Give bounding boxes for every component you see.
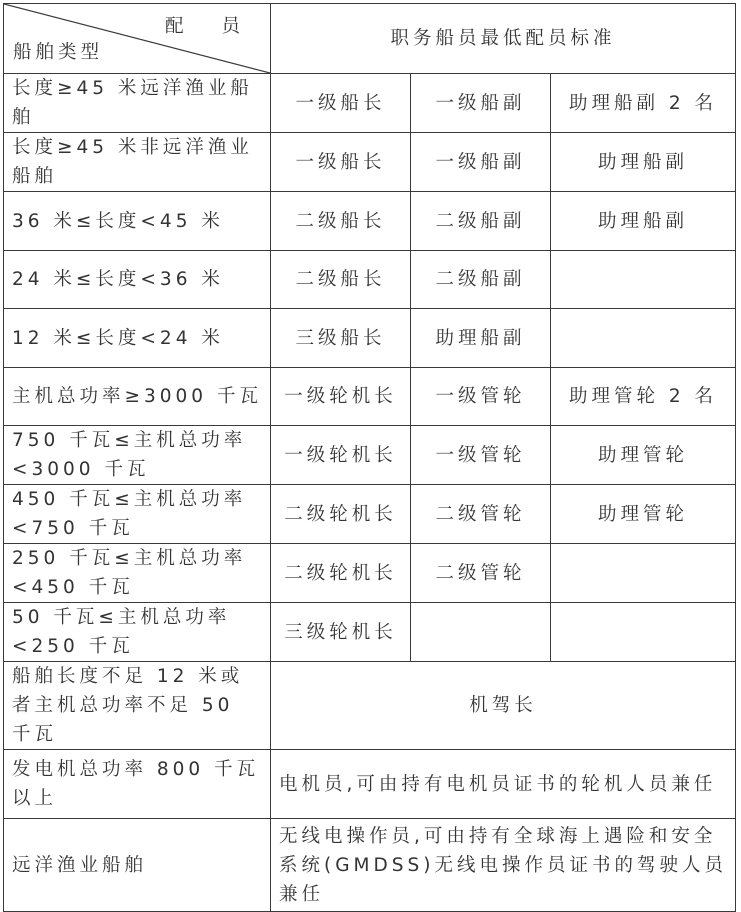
assistant-engineer-cell: 助理管轮	[551, 426, 736, 485]
minimum-crew-table	[3, 3, 736, 912]
assistant-engineer-cell: 助理管轮	[551, 485, 736, 544]
captain-cell: 二级船长	[271, 192, 411, 251]
captain-cell: 一级船长	[271, 133, 411, 192]
captain-cell: 二级船长	[271, 251, 411, 309]
crew-standard-document	[3, 3, 735, 912]
table-row	[4, 74, 736, 133]
table-row	[4, 309, 736, 368]
chief-engineer-cell: 一级轮机长	[271, 368, 411, 426]
mate-cell: 一级船副	[411, 133, 551, 192]
chief-engineer-cell: 二级轮机长	[271, 485, 411, 544]
header-row	[4, 4, 736, 74]
mate-cell: 助理船副	[411, 309, 551, 368]
assistant-engineer-cell	[551, 544, 736, 603]
table-row	[4, 603, 736, 662]
table-row	[4, 819, 736, 912]
assistant-cell	[551, 309, 736, 368]
mate-cell: 二级船副	[411, 251, 551, 309]
assistant-cell: 助理船副	[551, 133, 736, 192]
chief-engineer-cell: 三级轮机长	[271, 603, 411, 662]
engineer-cell: 二级管轮	[411, 544, 551, 603]
table-row	[4, 750, 736, 819]
assistant-cell: 助理船副 2 名	[551, 74, 736, 133]
vessel-type-cell: 24 米≤长度<36 米	[4, 251, 271, 309]
vessel-type-cell: 船舶长度不足 12 米或者主机总功率不足 50 千瓦	[4, 662, 271, 750]
header-vessel-type-label: 船舶类型	[13, 42, 104, 63]
vessel-type-cell: 长度≥45 米非远洋渔业船舶	[4, 133, 271, 192]
requirement-cell: 电机员,可由持有电机员证书的轮机人员兼任	[271, 750, 736, 819]
engineer-cell: 一级管轮	[411, 368, 551, 426]
mate-cell: 二级船副	[411, 192, 551, 251]
requirement-cell: 机驾长	[271, 662, 736, 750]
table-row	[4, 662, 736, 750]
captain-cell: 三级船长	[271, 309, 411, 368]
table-row	[4, 368, 736, 426]
engineer-cell: 二级管轮	[411, 485, 551, 544]
table-row	[4, 251, 736, 309]
vessel-type-cell: 远洋渔业船舶	[4, 819, 271, 912]
header-crew-char-1: 配	[164, 16, 184, 37]
table-row	[4, 485, 736, 544]
engineer-cell: 一级管轮	[411, 426, 551, 485]
chief-engineer-cell: 一级轮机长	[271, 426, 411, 485]
header-crew-char-2: 员	[221, 16, 240, 37]
vessel-type-cell: 发电机总功率 800 千瓦以上	[4, 750, 271, 819]
assistant-cell: 助理船副	[551, 192, 736, 251]
header-crew-label	[127, 12, 240, 41]
header-min-crew-standard: 职务船员最低配员标准	[271, 4, 736, 74]
table-row	[4, 426, 736, 485]
mate-cell: 一级船副	[411, 74, 551, 133]
table-row	[4, 544, 736, 603]
vessel-type-cell: 50 千瓦≤主机总功率<250 千瓦	[4, 603, 271, 662]
vessel-type-cell: 250 千瓦≤主机总功率<450 千瓦	[4, 544, 271, 603]
engineer-cell	[411, 603, 551, 662]
assistant-engineer-cell: 助理管轮 2 名	[551, 368, 736, 426]
requirement-cell: 无线电操作员,可由持有全球海上遇险和安全系统(GMDSS)无线电操作员证书的驾驶人员兼任	[271, 819, 736, 912]
assistant-engineer-cell	[551, 603, 736, 662]
vessel-type-cell: 主机总功率≥3000 千瓦	[4, 368, 271, 426]
vessel-type-cell: 450 千瓦≤主机总功率<750 千瓦	[4, 485, 271, 544]
chief-engineer-cell: 二级轮机长	[271, 544, 411, 603]
diagonal-header-cell	[4, 4, 271, 74]
table-row	[4, 133, 736, 192]
captain-cell: 一级船长	[271, 74, 411, 133]
table-row	[4, 192, 736, 251]
assistant-cell	[551, 251, 736, 309]
vessel-type-cell: 长度≥45 米远洋渔业船舶	[4, 74, 271, 133]
vessel-type-cell: 36 米≤长度<45 米	[4, 192, 271, 251]
vessel-type-cell: 750 千瓦≤主机总功率<3000 千瓦	[4, 426, 271, 485]
vessel-type-cell: 12 米≤长度<24 米	[4, 309, 271, 368]
